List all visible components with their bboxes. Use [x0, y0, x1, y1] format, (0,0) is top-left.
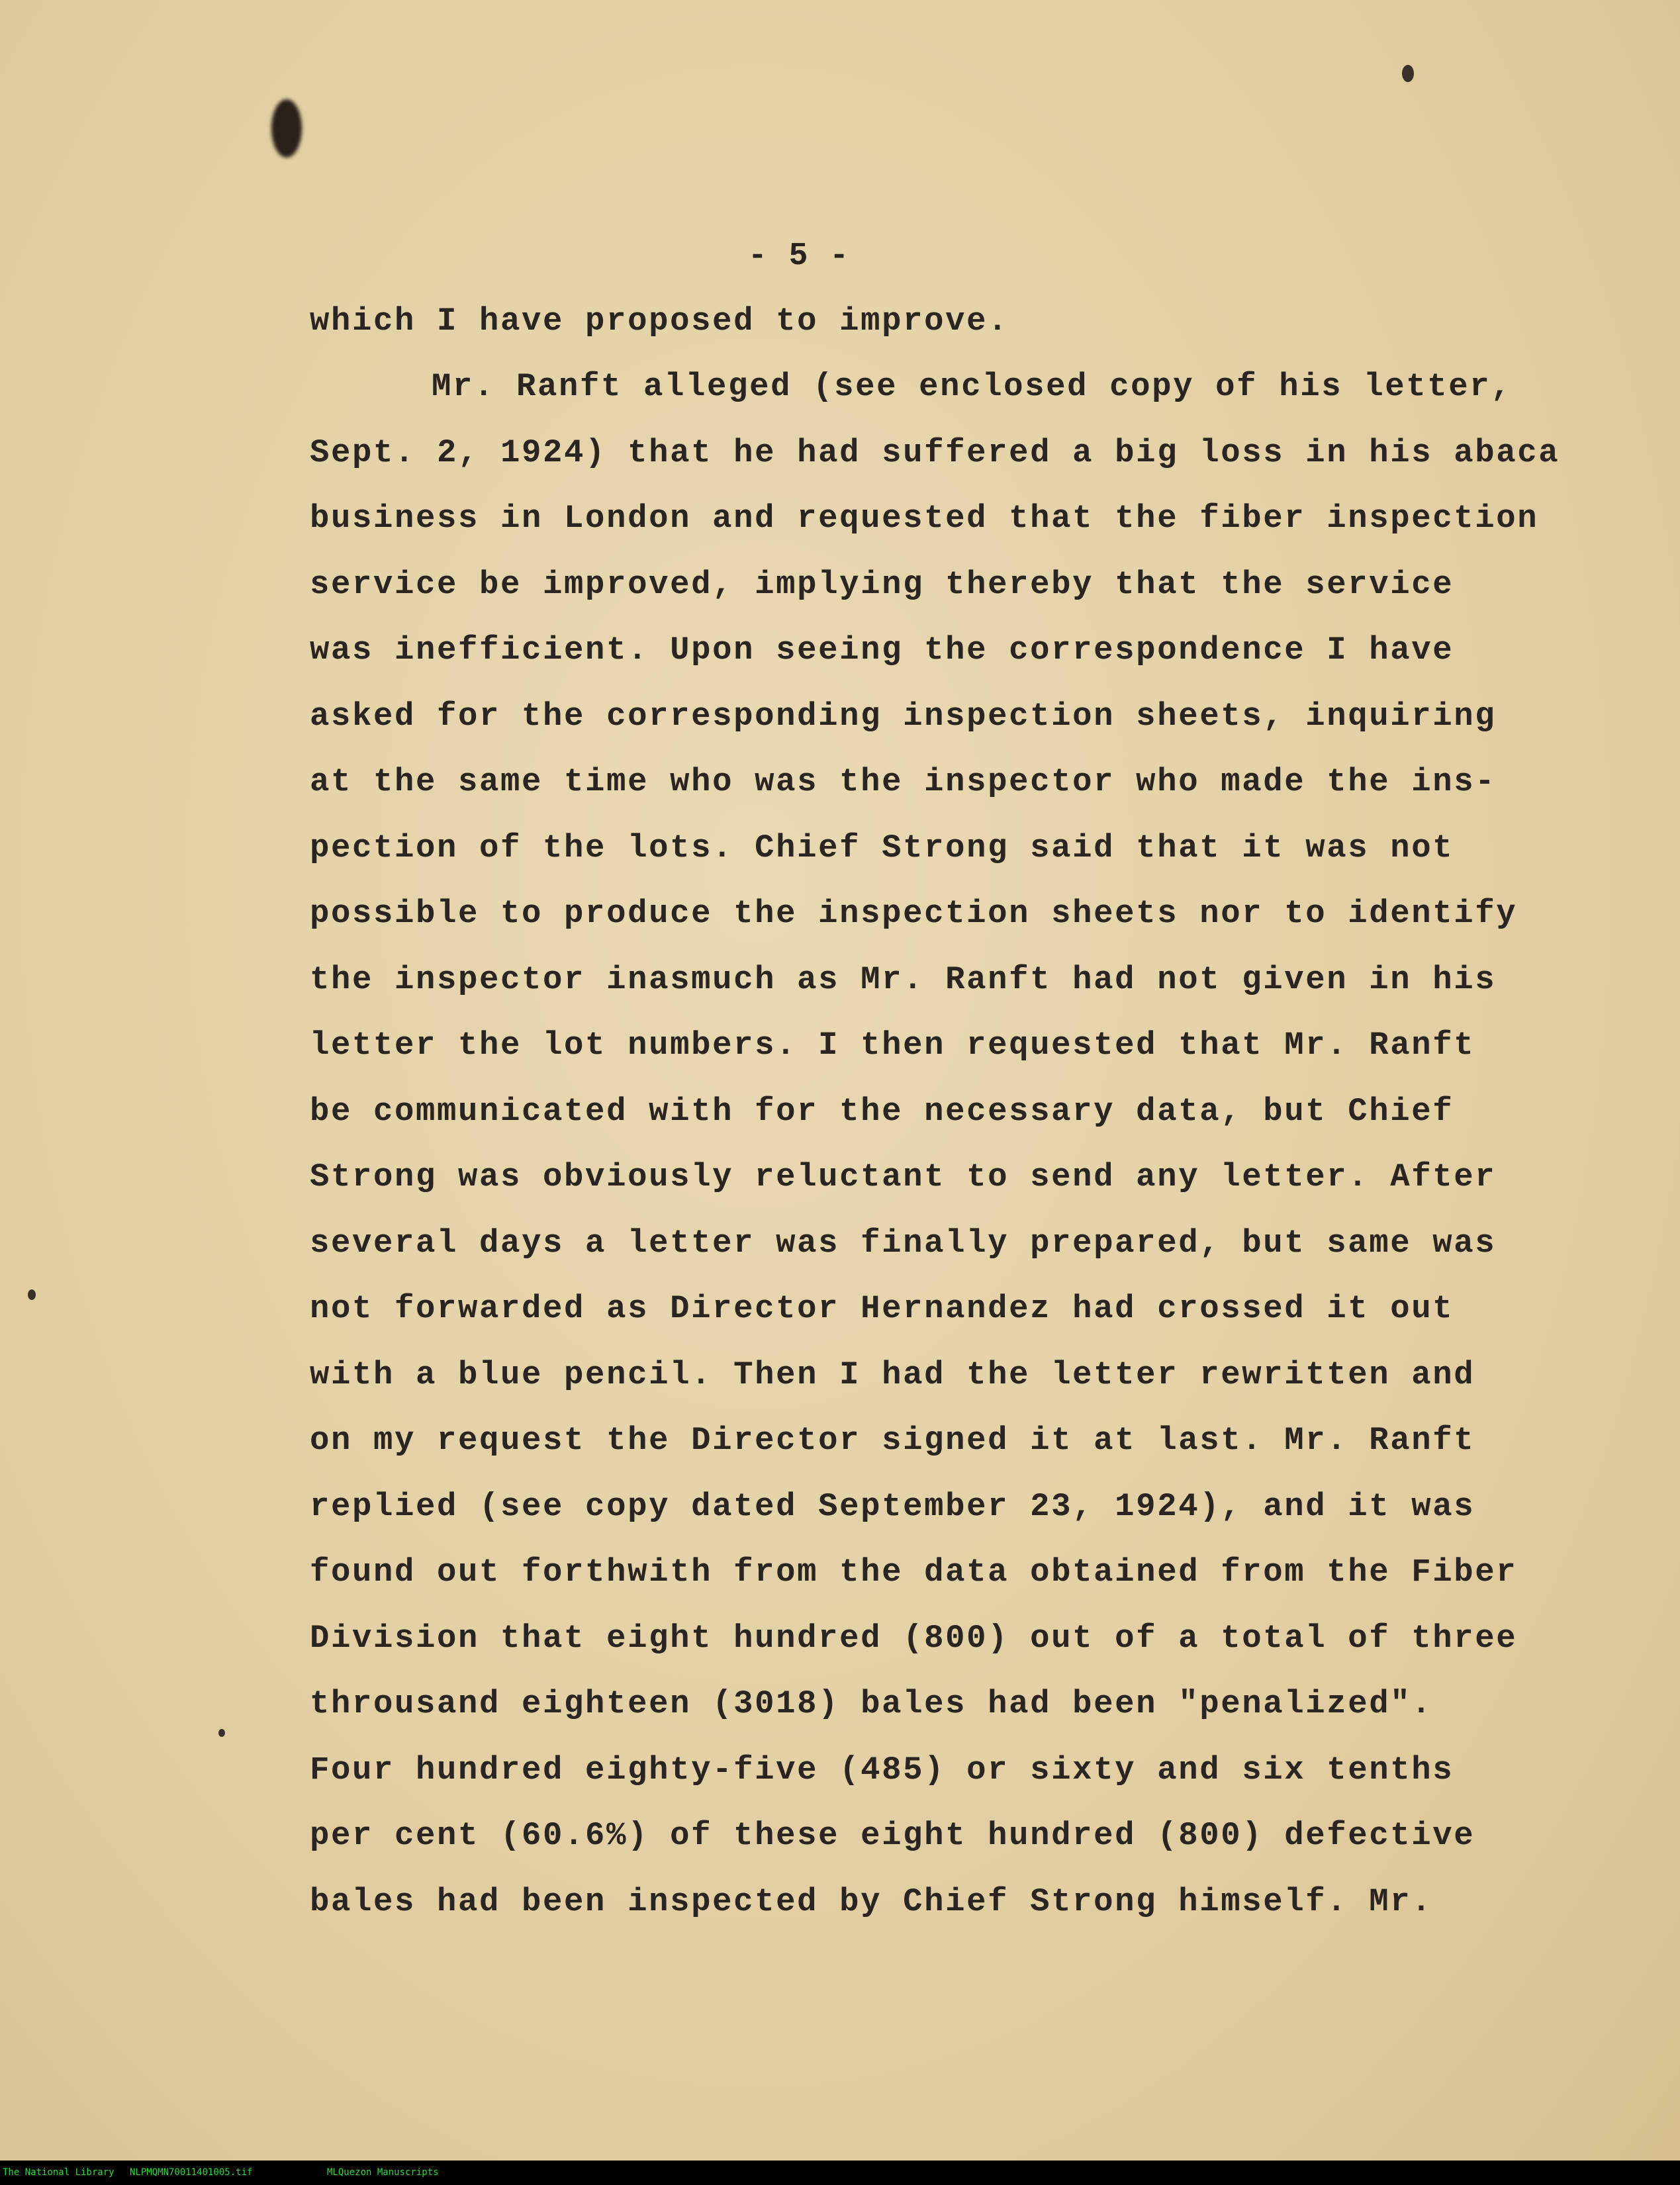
text-line: throusand eighteen (3018) bales had been "penalized". — [310, 1685, 1433, 1722]
text-line: service be improved, implying thereby that the service — [310, 566, 1454, 603]
footer-file: NLPMQMN70011401005.tif — [130, 2167, 253, 2178]
text-line: Four hundred eighty-five (485) or sixty and six tenths — [310, 1751, 1454, 1789]
text-line: at the same time who was the inspector who made the ins- — [310, 763, 1497, 800]
text-line: possible to produce the inspection sheets nor to identify — [310, 895, 1518, 932]
text-line: Strong was obviously reluctant to send any letter. After — [310, 1158, 1497, 1195]
text-line: bales had been inspected by Chief Strong himself. Mr. — [310, 1883, 1433, 1920]
text-line: be communicated with for the necessary data, but Chief — [310, 1093, 1454, 1130]
text-line: on my request the Director signed it at last. Mr. Ranft — [310, 1422, 1475, 1459]
text-line: found out forthwith from the data obtained from the Fiber — [310, 1554, 1518, 1591]
text-line: asked for the corresponding inspection sheets, inquiring — [310, 698, 1497, 735]
text-line: business in London and requested that the fiber inspection — [310, 500, 1539, 537]
page-number: - 5 - — [748, 238, 851, 274]
scan-footer — [0, 2161, 1680, 2185]
ink-spot — [1402, 65, 1414, 82]
text-line: was inefficient. Upon seeing the correspondence I have — [310, 631, 1454, 669]
text-line: pection of the lots. Chief Strong said that it was not — [310, 829, 1454, 866]
ink-blot — [271, 99, 302, 158]
text-line: the inspector inasmuch as Mr. Ranft had not given in his — [310, 961, 1497, 998]
text-line: per cent (60.6%) of these eight hundred (800) defective — [310, 1817, 1475, 1854]
footer-library: The National Library — [3, 2167, 115, 2178]
text-line: Mr. Ranft alleged (see enclosed copy of his letter, — [432, 368, 1513, 405]
ink-spot — [218, 1729, 225, 1737]
text-line: several days a letter was finally prepared, but same was — [310, 1225, 1497, 1262]
text-line: replied (see copy dated September 23, 1924), and it was — [310, 1488, 1475, 1525]
text-line: which I have proposed to improve. — [310, 302, 1009, 340]
text-line: letter the lot numbers. I then requested that Mr. Ranft — [310, 1027, 1475, 1064]
text-line: Sept. 2, 1924) that he had suffered a big loss in his abaca — [310, 434, 1560, 471]
text-line: not forwarded as Director Hernandez had crossed it out — [310, 1290, 1454, 1327]
ink-spot — [28, 1289, 36, 1300]
text-line: with a blue pencil. Then I had the letter rewritten and — [310, 1356, 1475, 1393]
footer-collection: MLQuezon Manuscripts — [327, 2167, 439, 2178]
text-line: Division that eight hundred (800) out of a total of three — [310, 1620, 1518, 1657]
